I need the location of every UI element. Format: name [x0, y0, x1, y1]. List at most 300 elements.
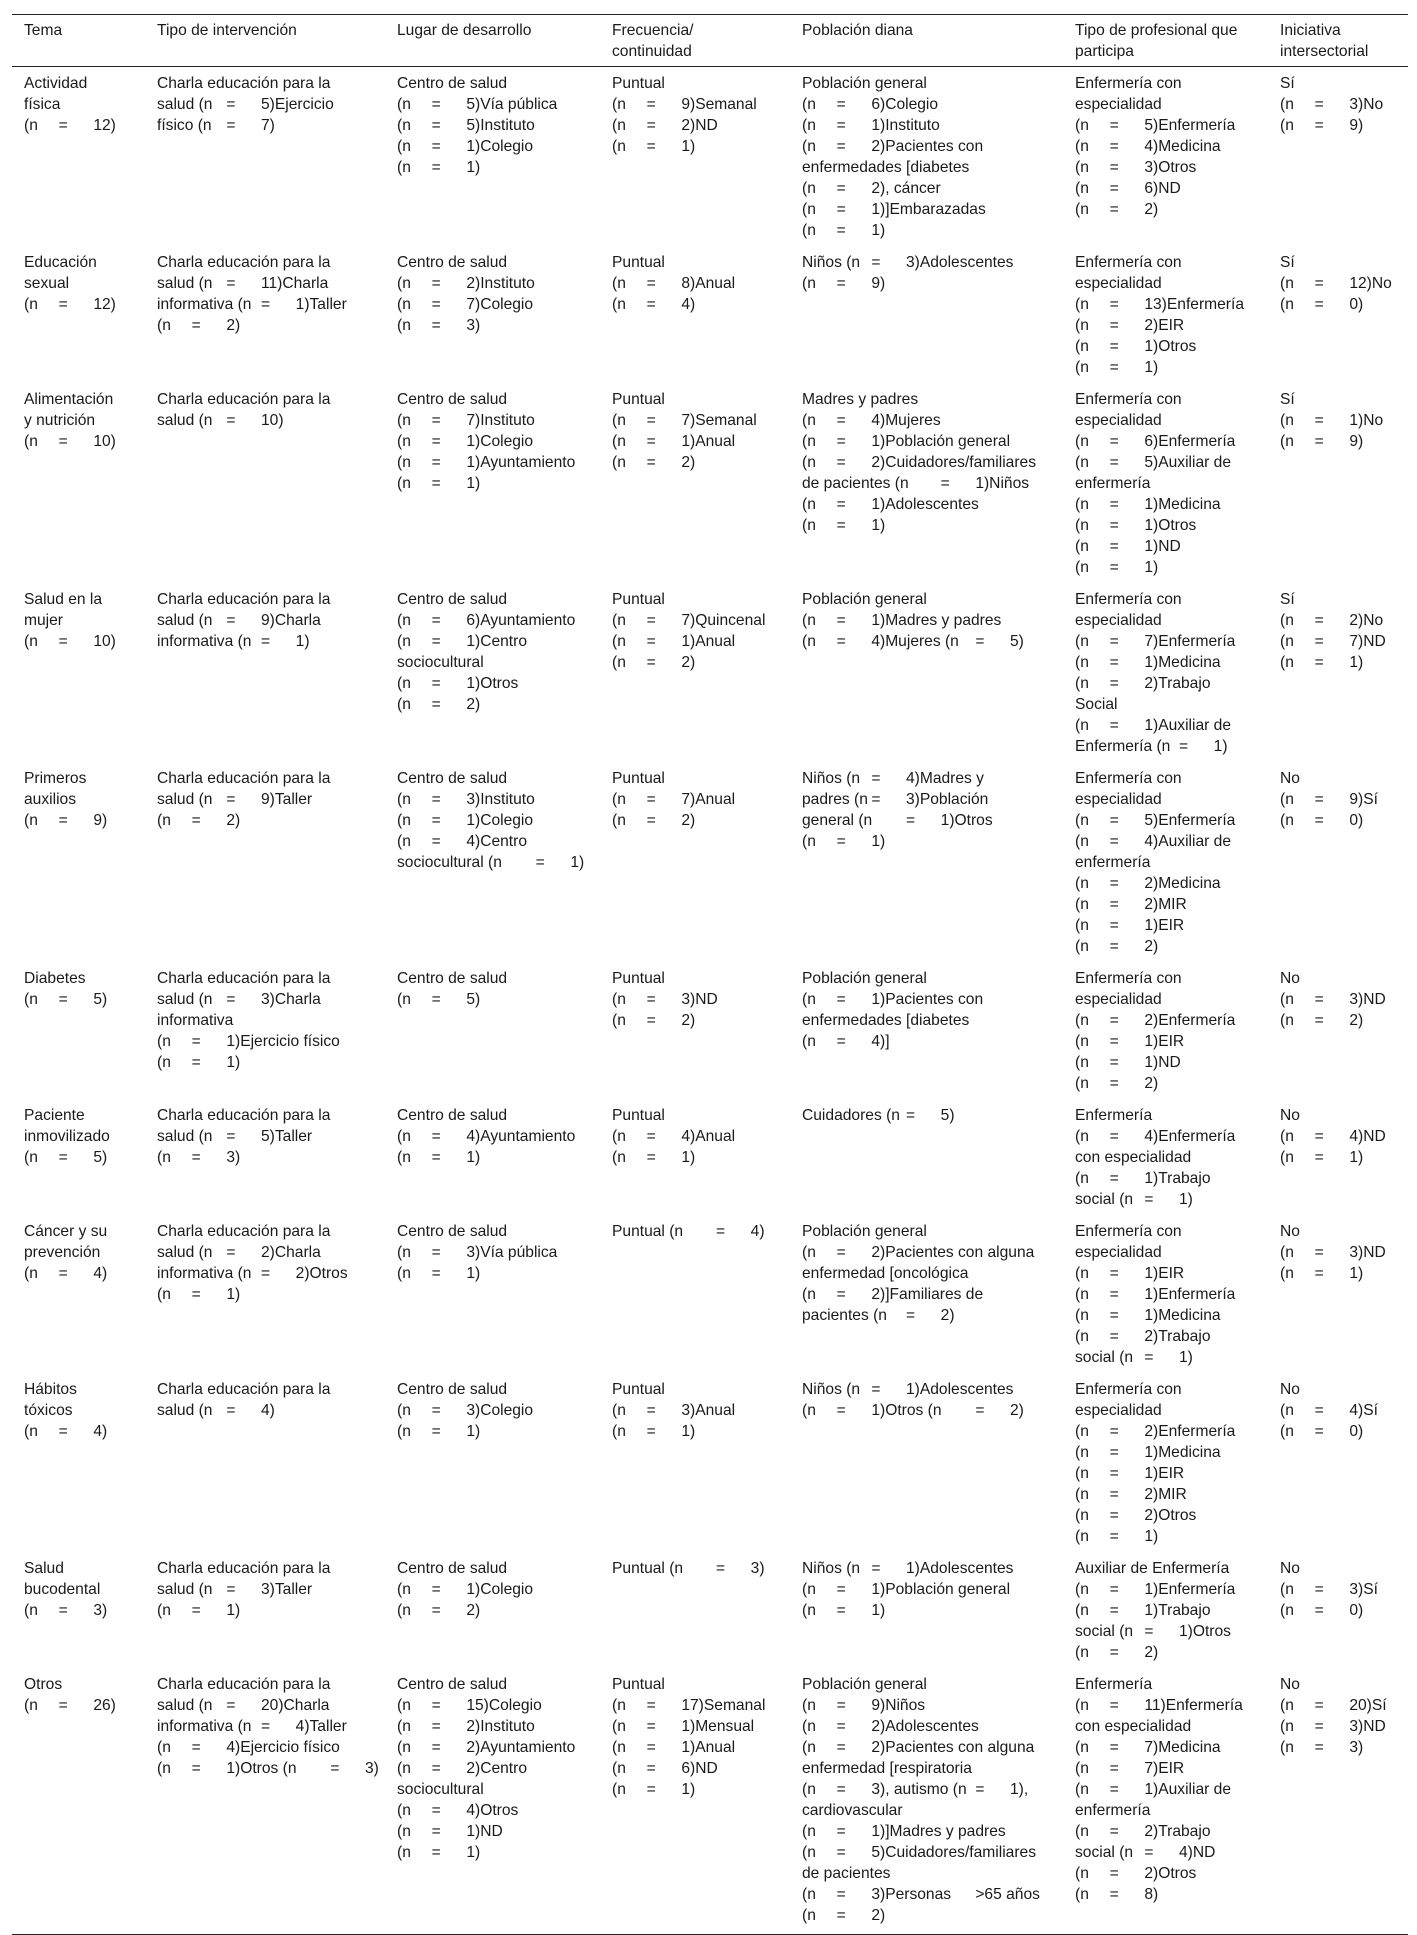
cell-tipo-intervencion — [145, 249, 385, 386]
cell-text: Sí — [1280, 75, 1295, 92]
cell-text: informativa — [157, 1012, 234, 1029]
cell-poblacion-diana — [790, 1218, 1063, 1376]
cell-text: (n = 6)ND — [612, 1760, 718, 1777]
cell-text: Centro de salud — [397, 1381, 508, 1398]
cell-text: No — [1280, 1676, 1300, 1693]
cell-text: Educación — [24, 254, 97, 271]
cell-text: (n = 5) — [397, 991, 481, 1008]
cell-tema — [12, 1671, 145, 1935]
cell-lugar-desarrollo — [385, 765, 600, 965]
header-frecuencia — [600, 15, 790, 67]
cell-text: (n = 5)Vía pública — [397, 96, 558, 113]
cell-text: (n = 1) — [397, 159, 481, 176]
cell-tema — [12, 386, 145, 586]
cell-text: (n = 1)Otros — [397, 675, 519, 692]
cell-text: salud (n = 20)Charla — [157, 1697, 330, 1714]
cell-text: Centro de salud — [397, 1676, 508, 1693]
cell-text: (n = 2)Pacientes con alguna — [802, 1739, 1035, 1756]
cell-tipo-intervencion — [145, 965, 385, 1102]
cell-text: (n = 1) — [157, 1054, 241, 1071]
cell-text: (n = 17)Semanal — [612, 1697, 766, 1714]
cell-frecuencia — [600, 1218, 790, 1376]
cell-text: (n = 2) — [1075, 1075, 1159, 1092]
cell-text: Población general — [802, 1223, 927, 1240]
cell-tipo-profesional — [1063, 67, 1268, 250]
table-row — [12, 965, 1408, 1102]
cell-text: Salud en la — [24, 591, 103, 608]
cell-text: (n = 4)Centro — [397, 833, 527, 850]
cell-text: Cuidadores (n = 5) — [802, 1107, 955, 1124]
cell-text: (n = 3)Personas >65 años — [802, 1886, 1040, 1903]
cell-text: (n = 9)Semanal — [612, 96, 757, 113]
table-row — [12, 1671, 1408, 1935]
header-text: Población diana — [802, 22, 913, 39]
cell-text: Sí — [1280, 391, 1295, 408]
cell-poblacion-diana — [790, 1555, 1063, 1671]
cell-text: (n = 10) — [24, 633, 116, 650]
cell-text: (n = 1)Trabajo — [1075, 1602, 1211, 1619]
cell-text: y nutrición — [24, 412, 96, 429]
cell-tipo-profesional — [1063, 765, 1268, 965]
cell-text: (n = 2) — [1280, 1012, 1364, 1029]
cell-text: informativa (n = 4)Taller — [157, 1718, 347, 1735]
header-text: Tipo de intervención — [157, 22, 297, 39]
table-row — [12, 386, 1408, 586]
cell-text: Hábitos — [24, 1381, 77, 1398]
cell-text: (n = 4)Ayuntamiento — [397, 1128, 576, 1145]
cell-text: (n = 2) — [612, 1012, 696, 1029]
cell-text: (n = 4)Mujeres — [802, 412, 941, 429]
cell-text: (n = 7)Colegio — [397, 296, 534, 313]
cell-text: Enfermería (n = 1) — [1075, 738, 1228, 755]
cell-text: (n = 3)ND — [1280, 991, 1386, 1008]
cell-text: No — [1280, 770, 1300, 787]
cell-text: (n = 2)MIR — [1075, 896, 1187, 913]
cell-text: especialidad — [1075, 991, 1162, 1008]
cell-text: (n = 1)Otros — [1075, 338, 1197, 355]
cell-text: Puntual — [612, 770, 665, 787]
cell-lugar-desarrollo — [385, 386, 600, 586]
cell-text: Enfermería — [1075, 1676, 1153, 1693]
cell-text: (n = 2)MIR — [1075, 1486, 1187, 1503]
cell-text: (n = 2)Instituto — [397, 1718, 535, 1735]
cell-text: (n = 1) — [1075, 559, 1159, 576]
cell-text: especialidad — [1075, 791, 1162, 808]
cell-text: salud (n = 2)Charla — [157, 1244, 321, 1261]
cell-text: (n = 4)ND — [1280, 1128, 1386, 1145]
cell-text: (n = 1)Población general — [802, 433, 1011, 450]
cell-lugar-desarrollo — [385, 67, 600, 250]
cell-text: de pacientes — [802, 1865, 891, 1882]
cell-text: (n = 1)Madres y padres — [802, 612, 1002, 629]
cell-text: (n = 1)Medicina — [1075, 1307, 1221, 1324]
header-lugar-desarrollo — [385, 15, 600, 67]
cell-frecuencia — [600, 1102, 790, 1218]
cell-text: padres (n = 3)Población — [802, 791, 989, 808]
cell-text: Niños (n = 1)Adolescentes — [802, 1560, 1014, 1577]
cell-text: sociocultural (n = 1) — [397, 854, 585, 871]
cell-text: (n = 1)Otros (n = 2) — [802, 1402, 1024, 1419]
cell-text: Puntual (n = 3) — [612, 1560, 765, 1577]
cell-iniciativa-intersectorial — [1268, 1376, 1408, 1555]
cell-text: (n = 1)Colegio — [397, 433, 534, 450]
cell-text: (n = 9) — [24, 812, 108, 829]
cell-text: (n = 3) — [157, 1149, 241, 1166]
cell-text: social (n = 1) — [1075, 1191, 1193, 1208]
cell-tipo-intervencion — [145, 765, 385, 965]
cell-text: (n = 1) — [397, 1265, 481, 1282]
cell-text: enfermería — [1075, 475, 1151, 492]
table-row — [12, 1376, 1408, 1555]
header-poblacion-diana — [790, 15, 1063, 67]
cell-frecuencia — [600, 1555, 790, 1671]
cell-text: (n = 4) — [24, 1265, 108, 1282]
cell-text: (n = 2)Enfermería — [1075, 1012, 1236, 1029]
cell-lugar-desarrollo — [385, 965, 600, 1102]
cell-tipo-intervencion — [145, 1376, 385, 1555]
header-iniciativa-intersectorial — [1268, 15, 1408, 67]
cell-text: (n = 9)Niños — [802, 1697, 926, 1714]
cell-text: (n = 12) — [24, 296, 116, 313]
cell-text: (n = 2) — [1075, 1644, 1159, 1661]
cell-text: (n = 4)] — [802, 1033, 890, 1050]
cell-text: Población general — [802, 1676, 927, 1693]
cell-lugar-desarrollo — [385, 1555, 600, 1671]
cell-text: (n = 7)Instituto — [397, 412, 535, 429]
cell-text: (n = 2) — [1075, 938, 1159, 955]
cell-text: de pacientes (n = 1)Niños — [802, 475, 1030, 492]
cell-text: salud (n = 10) — [157, 412, 284, 429]
cell-lugar-desarrollo — [385, 1671, 600, 1935]
cell-frecuencia — [600, 249, 790, 386]
cell-text: (n = 1)Trabajo — [1075, 1170, 1211, 1187]
cell-text: especialidad — [1075, 1402, 1162, 1419]
cell-text: Centro de salud — [397, 1223, 508, 1240]
cell-text: (n = 26) — [24, 1697, 116, 1714]
cell-text: Enfermería con — [1075, 1381, 1182, 1398]
cell-text: (n = 9) — [1280, 433, 1364, 450]
cell-text: (n = 0) — [1280, 812, 1364, 829]
cell-text: (n = 1) — [157, 1286, 241, 1303]
cell-text: (n = 3) — [24, 1602, 108, 1619]
cell-tema — [12, 965, 145, 1102]
cell-text: enfermería — [1075, 854, 1151, 871]
cell-text: enfermedad [respiratoria — [802, 1760, 972, 1777]
cell-text: (n = 8) — [1075, 1886, 1159, 1903]
cell-text: (n = 1) — [802, 517, 886, 534]
cell-text: (n = 1)EIR — [1075, 917, 1185, 934]
cell-text: (n = 3) — [397, 317, 481, 334]
cell-text: Enfermería con — [1075, 770, 1182, 787]
cell-text: Charla educación para la — [157, 1223, 331, 1240]
cell-text: (n = 6)ND — [1075, 180, 1181, 197]
cell-lugar-desarrollo — [385, 1376, 600, 1555]
cell-text: (n = 5)Enfermería — [1075, 117, 1236, 134]
cell-text: Enfermería — [1075, 1107, 1153, 1124]
cell-text: tóxicos — [24, 1402, 73, 1419]
cell-text: (n = 2) — [1075, 201, 1159, 218]
cell-text: (n = 4)Anual — [612, 1128, 736, 1145]
cell-text: física — [24, 96, 61, 113]
cell-text: Población general — [802, 591, 927, 608]
cell-text: No — [1280, 970, 1300, 987]
cell-tema — [12, 249, 145, 386]
cell-text: (n = 3)Anual — [612, 1402, 736, 1419]
cell-text: salud (n = 4) — [157, 1402, 275, 1419]
header-row — [12, 15, 1408, 67]
cell-text: (n = 1)Auxiliar de — [1075, 1781, 1231, 1798]
cell-text: (n = 4) — [612, 296, 696, 313]
cell-poblacion-diana — [790, 386, 1063, 586]
cell-iniciativa-intersectorial — [1268, 386, 1408, 586]
cell-text: Charla educación para la — [157, 970, 331, 987]
cell-text: informativa (n = 1)Taller — [157, 296, 347, 313]
cell-tema — [12, 1102, 145, 1218]
cell-text: No — [1280, 1107, 1300, 1124]
cell-text: (n = 1)Anual — [612, 633, 736, 650]
cell-text: Niños (n = 4)Madres y — [802, 770, 984, 787]
cell-text: (n = 1) — [612, 1149, 696, 1166]
cell-text: (n = 5) — [24, 1149, 108, 1166]
cell-text: Sí — [1280, 591, 1295, 608]
cell-text: (n = 2) — [612, 454, 696, 471]
cell-text: enfermedades [diabetes — [802, 1012, 970, 1029]
cell-text: Puntual (n = 4) — [612, 1223, 765, 1240]
cell-text: (n = 2)No — [1280, 612, 1384, 629]
cell-text: (n = 2)Enfermería — [1075, 1423, 1236, 1440]
cell-text: (n = 1) — [1075, 359, 1159, 376]
cell-tema — [12, 1555, 145, 1671]
cell-text: (n = 7)Quincenal — [612, 612, 766, 629]
cell-poblacion-diana — [790, 249, 1063, 386]
cell-text: (n = 1) — [397, 1423, 481, 1440]
cell-text: Enfermería con — [1075, 970, 1182, 987]
cell-text: (n = 2)Pacientes con alguna — [802, 1244, 1035, 1261]
cell-text: (n = 1)ND — [1075, 1054, 1181, 1071]
cell-text: Enfermería con — [1075, 254, 1182, 271]
cell-text: Actividad — [24, 75, 88, 92]
cell-text: (n = 20)Sí — [1280, 1697, 1387, 1714]
table-header — [12, 15, 1408, 67]
cell-text: salud (n = 3)Taller — [157, 1581, 313, 1598]
cell-text: sexual — [24, 275, 70, 292]
cell-text: (n = 1)Medicina — [1075, 496, 1221, 513]
cell-text: (n = 4)Ejercicio físico — [157, 1739, 340, 1756]
cell-text: (n = 3)Instituto — [397, 791, 535, 808]
cell-text: (n = 15)Colegio — [397, 1697, 542, 1714]
cell-text: especialidad — [1075, 96, 1162, 113]
cell-text: Charla educación para la — [157, 254, 331, 271]
cell-text: (n = 1)Población general — [802, 1581, 1011, 1598]
cell-text: (n = 1) — [612, 138, 696, 155]
cell-text: Charla educación para la — [157, 770, 331, 787]
cell-text: social (n = 4)ND — [1075, 1844, 1216, 1861]
cell-text: Puntual — [612, 591, 665, 608]
cell-text: Salud — [24, 1560, 64, 1577]
cell-text: (n = 4)Medicina — [1075, 138, 1221, 155]
cell-text: Centro de salud — [397, 970, 508, 987]
header-tema — [12, 15, 145, 67]
cell-text: Enfermería con — [1075, 391, 1182, 408]
cell-text: Charla educación para la — [157, 75, 331, 92]
cell-text: salud (n = 9)Taller — [157, 791, 313, 808]
cell-text: (n = 13)Enfermería — [1075, 296, 1244, 313]
cell-frecuencia — [600, 965, 790, 1102]
cell-text: (n = 7)ND — [1280, 633, 1386, 650]
cell-tema — [12, 586, 145, 765]
cell-frecuencia — [600, 586, 790, 765]
cell-text: (n = 3)Otros — [1075, 159, 1197, 176]
cell-text: Paciente — [24, 1107, 85, 1124]
cell-text: Centro de salud — [397, 591, 508, 608]
cell-iniciativa-intersectorial — [1268, 965, 1408, 1102]
cell-text: (n = 2)Trabajo — [1075, 1823, 1211, 1840]
cell-text: (n = 1) — [1075, 1528, 1159, 1545]
cell-frecuencia — [600, 1671, 790, 1935]
cell-tipo-profesional — [1063, 1671, 1268, 1935]
cell-text: (n = 1)EIR — [1075, 1265, 1185, 1282]
cell-text: Centro de salud — [397, 75, 508, 92]
cell-text: Cáncer y su — [24, 1223, 108, 1240]
cell-text: (n = 1)ND — [397, 1823, 503, 1840]
table-row — [12, 249, 1408, 386]
cell-tipo-intervencion — [145, 386, 385, 586]
cell-iniciativa-intersectorial — [1268, 67, 1408, 250]
cell-iniciativa-intersectorial — [1268, 1218, 1408, 1376]
cell-text: (n = 7)EIR — [1075, 1760, 1185, 1777]
cell-text: Puntual — [612, 391, 665, 408]
cell-text: Charla educación para la — [157, 1381, 331, 1398]
cell-tema — [12, 765, 145, 965]
cell-text: con especialidad — [1075, 1718, 1192, 1735]
cell-text: Charla educación para la — [157, 591, 331, 608]
cell-text: social (n = 1) — [1075, 1349, 1193, 1366]
header-tipo-profesional — [1063, 15, 1268, 67]
cell-text: (n = 2)Instituto — [397, 275, 535, 292]
cell-text: (n = 3)Sí — [1280, 1581, 1378, 1598]
cell-text: (n = 4) — [24, 1423, 108, 1440]
cell-text: Auxiliar de Enfermería — [1075, 1560, 1230, 1577]
cell-text: Madres y padres — [802, 391, 919, 408]
cell-text: especialidad — [1075, 275, 1162, 292]
cell-frecuencia — [600, 67, 790, 250]
cell-iniciativa-intersectorial — [1268, 1555, 1408, 1671]
cell-text: (n = 1)Ayuntamiento — [397, 454, 576, 471]
cell-text: (n = 1) — [1280, 654, 1364, 671]
cell-text: Centro de salud — [397, 391, 508, 408]
cell-iniciativa-intersectorial — [1268, 765, 1408, 965]
cell-text: (n = 3)No — [1280, 96, 1384, 113]
cell-text: mujer — [24, 612, 63, 629]
cell-text: (n = 8)Anual — [612, 275, 736, 292]
cell-text: (n = 3)Vía pública — [397, 1244, 558, 1261]
cell-poblacion-diana — [790, 1376, 1063, 1555]
cell-text: (n = 4)Auxiliar de — [1075, 833, 1231, 850]
cell-text: (n = 1)Mensual — [612, 1718, 755, 1735]
table-row — [12, 765, 1408, 965]
cell-text: No — [1280, 1560, 1300, 1577]
cell-text: (n = 5) — [24, 991, 108, 1008]
cell-iniciativa-intersectorial — [1268, 1671, 1408, 1935]
cell-tipo-profesional — [1063, 1555, 1268, 1671]
cell-text: (n = 1) — [397, 475, 481, 492]
cell-text: (n = 2)Adolescentes — [802, 1718, 979, 1735]
cell-text: (n = 3)Colegio — [397, 1402, 534, 1419]
cell-text: (n = 1)Instituto — [802, 117, 940, 134]
cell-text: Población general — [802, 970, 927, 987]
cell-text: (n = 3) — [1280, 1739, 1364, 1756]
cell-poblacion-diana — [790, 965, 1063, 1102]
cell-text: (n = 1) — [397, 1844, 481, 1861]
cell-tipo-profesional — [1063, 249, 1268, 386]
cell-text: (n = 2)EIR — [1075, 317, 1185, 334]
cell-text: (n = 12)No — [1280, 275, 1392, 292]
cell-text: Diabetes — [24, 970, 86, 987]
cell-text: físico (n = 7) — [157, 117, 275, 134]
cell-text: pacientes (n = 2) — [802, 1307, 955, 1324]
cell-text: (n = 2)Otros — [1075, 1507, 1197, 1524]
cell-frecuencia — [600, 765, 790, 965]
cell-text: (n = 2)Trabajo — [1075, 675, 1211, 692]
cell-text: inmovilizado — [24, 1128, 110, 1145]
cell-text: Niños (n = 3)Adolescentes — [802, 254, 1014, 271]
cell-text: Niños (n = 1)Adolescentes — [802, 1381, 1014, 1398]
table-row — [12, 1555, 1408, 1671]
cell-text: Enfermería con — [1075, 75, 1182, 92]
header-text: Iniciativa — [1280, 22, 1341, 39]
cell-text: Puntual — [612, 75, 665, 92]
cell-tipo-intervencion — [145, 1555, 385, 1671]
cell-text: Charla educación para la — [157, 1676, 331, 1693]
header-text: Frecuencia/ — [612, 22, 694, 39]
cell-lugar-desarrollo — [385, 586, 600, 765]
cell-text: (n = 6)Colegio — [802, 96, 939, 113]
cell-lugar-desarrollo — [385, 1218, 600, 1376]
cell-text: (n = 1) — [397, 1149, 481, 1166]
cell-tema — [12, 1376, 145, 1555]
cell-text: (n = 3)ND — [1280, 1718, 1386, 1735]
cell-text: (n = 1)Otros (n = 3) — [157, 1760, 379, 1777]
cell-text: (n = 4)Sí — [1280, 1402, 1378, 1419]
cell-text: (n = 2)]Familiares de — [802, 1286, 984, 1303]
cell-text: Puntual — [612, 1676, 665, 1693]
cell-text: (n = 1)Anual — [612, 433, 736, 450]
cell-text: (n = 1)]Embarazadas — [802, 201, 986, 218]
cell-frecuencia — [600, 386, 790, 586]
cell-text: con especialidad — [1075, 1149, 1192, 1166]
cell-text: (n = 1)No — [1280, 412, 1384, 429]
cell-text: (n = 1)Pacientes con — [802, 991, 984, 1008]
cell-lugar-desarrollo — [385, 249, 600, 386]
cell-tipo-profesional — [1063, 586, 1268, 765]
cell-text: informativa (n = 1) — [157, 633, 310, 650]
cell-text: (n = 1) — [802, 833, 886, 850]
cell-tema — [12, 67, 145, 250]
cell-text: prevención — [24, 1244, 101, 1261]
cell-text: (n = 4)Enfermería — [1075, 1128, 1236, 1145]
cell-tipo-profesional — [1063, 965, 1268, 1102]
header-text: Lugar de desarrollo — [397, 22, 532, 39]
cell-text: (n = 1)Colegio — [397, 1581, 534, 1598]
cell-text: (n = 0) — [1280, 1423, 1364, 1440]
header-text: intersectorial — [1280, 43, 1369, 60]
cell-text: salud (n = 3)Charla — [157, 991, 321, 1008]
cell-tipo-intervencion — [145, 1218, 385, 1376]
cell-poblacion-diana — [790, 1102, 1063, 1218]
cell-text: salud (n = 5)Taller — [157, 1128, 313, 1145]
table-row — [12, 586, 1408, 765]
cell-poblacion-diana — [790, 67, 1063, 250]
